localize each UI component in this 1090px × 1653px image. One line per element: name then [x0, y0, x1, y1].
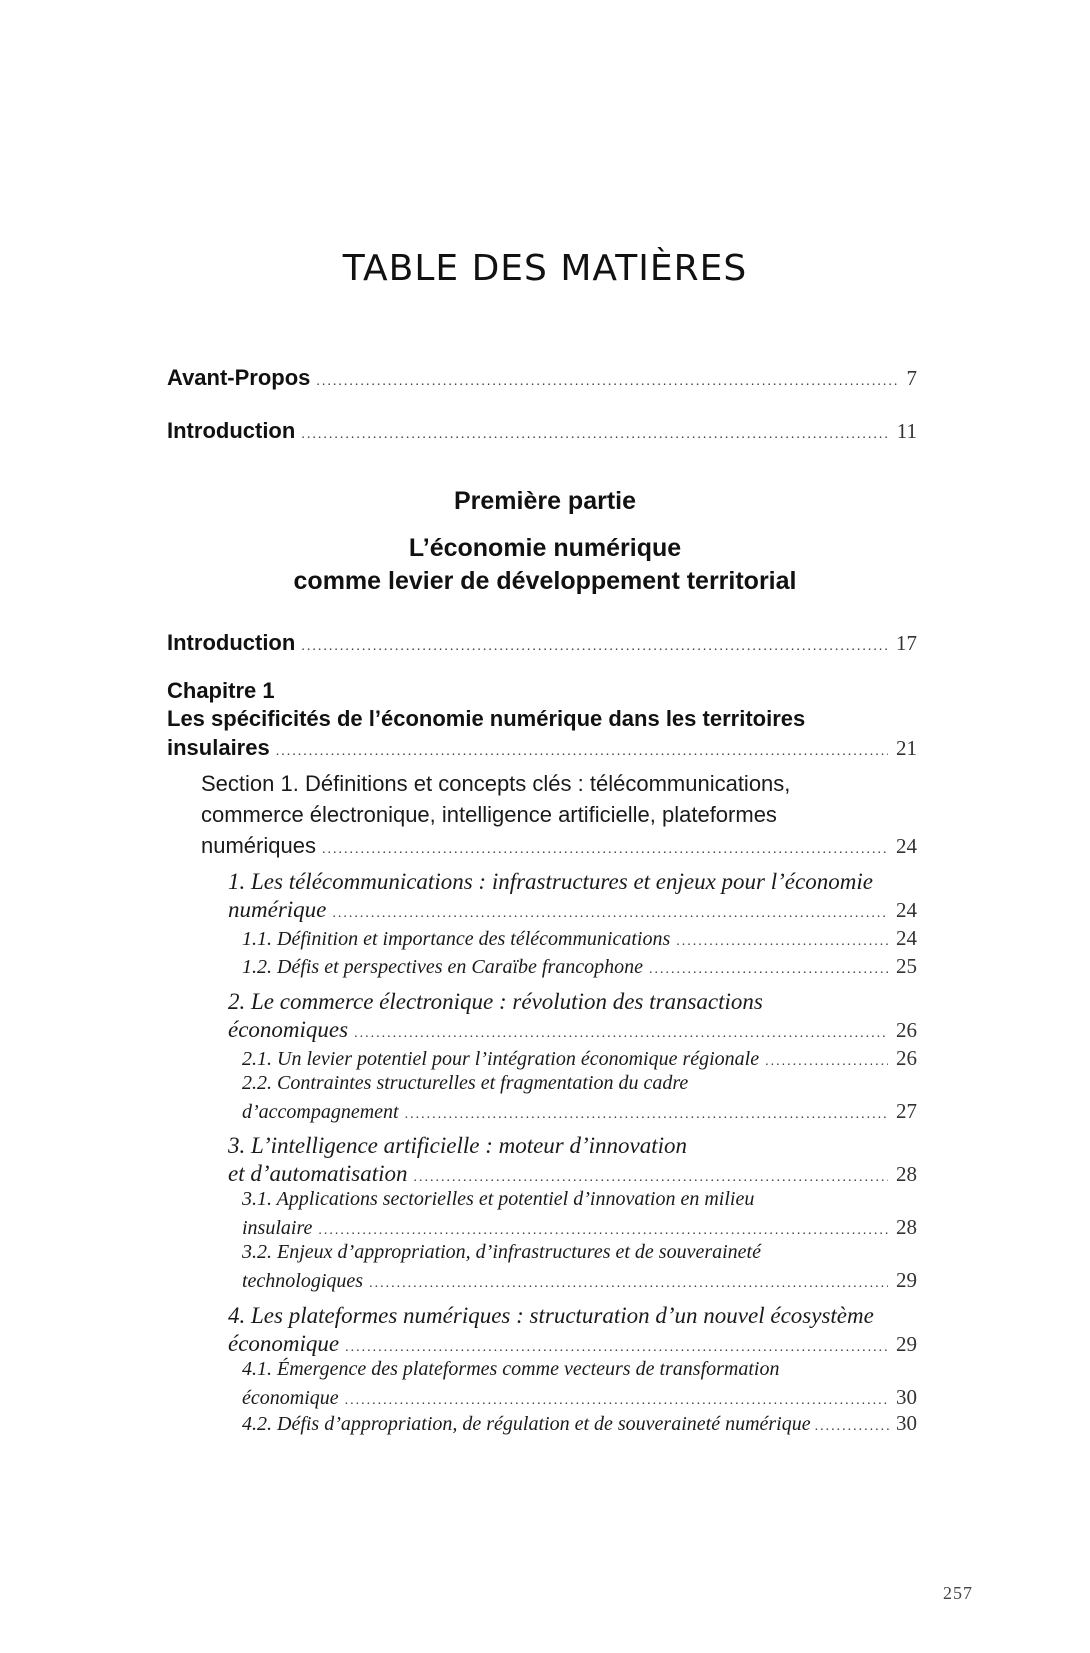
entry-page: 28 [896, 1162, 917, 1186]
toc-entry-chapter-1[interactable] [167, 735, 917, 761]
item-2-2-line1: 2.2. Contraintes structurelles et fragmentation du cadre [242, 1072, 689, 1094]
leader-dots [332, 906, 888, 922]
toc-entry-item-1-1[interactable] [242, 926, 917, 951]
item-4-1-line1: 4.1. Émergence des plateformes comme vecteurs de transformation [242, 1358, 780, 1380]
leader-dots [301, 639, 888, 655]
item-3-1-line1: 3.1. Applications sectorielles et potentiel d’innovation en milieu [242, 1188, 755, 1210]
leader-dots [345, 1340, 888, 1356]
toc-entry-item-3-2[interactable] [242, 1268, 917, 1293]
entry-label: 2.1. Un levier potentiel pour l’intégration économique régionale [242, 1048, 760, 1070]
entry-page: 26 [896, 1018, 917, 1042]
item-4-line1: 4. Les plateformes numériques : structuration d’un nouvel écosystème [228, 1303, 874, 1328]
part-title-line1: L’économie numérique [408, 534, 682, 562]
toc-entry-item-1[interactable] [228, 897, 917, 923]
part-title-line2: comme levier de développement territorial [293, 567, 797, 595]
item-1-line1: 1. Les télécommunications : infrastructures et enjeux pour l’économie [228, 869, 873, 894]
entry-label: insulaire [242, 1217, 313, 1239]
leader-dots [316, 374, 898, 390]
entry-label: 1.1. Définition et importance des télécommunications [242, 928, 671, 950]
entry-page: 30 [896, 1411, 917, 1435]
entry-page: 21 [896, 736, 917, 760]
page-number: 257 [943, 1583, 973, 1603]
page-title: TABLE DES MATIÈRES [342, 248, 748, 289]
leader-dots [301, 427, 888, 443]
chapter-label: Chapitre 1 [167, 678, 275, 703]
entry-page: 27 [896, 1099, 917, 1123]
leader-dots [649, 962, 888, 978]
toc-entry-introduction[interactable] [167, 418, 917, 444]
entry-label: insulaires [167, 735, 270, 760]
entry-page: 24 [896, 898, 917, 922]
toc-entry-item-2-2[interactable] [242, 1099, 917, 1124]
entry-label: Introduction [167, 630, 296, 655]
entry-label: technologiques [242, 1270, 364, 1292]
entry-label: et d’automatisation [228, 1161, 408, 1186]
leader-dots [354, 1026, 888, 1042]
leader-dots [322, 842, 888, 858]
leader-dots [318, 1223, 888, 1239]
entry-page: 25 [896, 954, 917, 978]
entry-page: 29 [896, 1332, 917, 1356]
entry-page: 17 [896, 631, 917, 655]
toc-entry-part-introduction[interactable] [167, 630, 917, 656]
toc-entry-item-4-1[interactable] [242, 1385, 917, 1410]
entry-page: 24 [896, 926, 917, 950]
entry-page: 30 [896, 1385, 917, 1409]
toc-entry-item-2[interactable] [228, 1017, 917, 1043]
leader-dots [765, 1054, 888, 1070]
entry-label: économique [228, 1331, 340, 1356]
section-title-line2: commerce électronique, intelligence artificielle, plateformes [201, 802, 777, 827]
entry-label: Introduction [167, 418, 296, 443]
leader-dots [276, 744, 888, 760]
leader-dots [345, 1393, 888, 1409]
item-3-2-line1: 3.2. Enjeux d’appropriation, d’infrastructures et de souveraineté [242, 1241, 761, 1263]
leader-dots [815, 1419, 890, 1435]
toc-entry-item-1-2[interactable] [242, 954, 917, 979]
leader-dots [369, 1276, 888, 1292]
toc-entry-item-4[interactable] [228, 1331, 917, 1357]
leader-dots [676, 934, 888, 950]
part-label: Première partie [453, 487, 637, 515]
toc-entry-item-2-1[interactable] [242, 1046, 917, 1071]
toc-entry-item-3-1[interactable] [242, 1215, 917, 1240]
entry-page: 28 [896, 1215, 917, 1239]
entry-label: numériques [201, 833, 316, 858]
entry-label: 1.2. Défis et perspectives en Caraïbe francophone [242, 956, 644, 978]
entry-page: 26 [896, 1046, 917, 1070]
toc-entry-item-3[interactable] [228, 1161, 917, 1187]
entry-label: 4.2. Défis d’appropriation, de régulation et de souveraineté numérique [242, 1413, 811, 1435]
entry-label: économiques [228, 1017, 349, 1042]
leader-dots [414, 1170, 888, 1186]
entry-label: d’accompagnement [242, 1101, 399, 1123]
toc-entry-section-1[interactable] [201, 833, 917, 859]
item-3-line1: 3. L’intelligence artificielle : moteur d’innovation [228, 1133, 688, 1158]
item-2-line1: 2. Le commerce électronique : révolution des transactions [228, 989, 763, 1014]
entry-label: Avant-Propos [167, 365, 311, 390]
chapter-title-line1: Les spécificités de l’économie numérique dans les territoires [167, 706, 806, 731]
entry-label: économique [242, 1387, 339, 1409]
entry-label: numérique [228, 897, 327, 922]
toc-entry-avant-propos[interactable] [167, 365, 917, 391]
toc-entry-item-4-2[interactable] [242, 1411, 917, 1436]
entry-page: 11 [896, 419, 917, 443]
entry-page: 29 [896, 1268, 917, 1292]
leader-dots [405, 1107, 888, 1123]
section-title-line1: Section 1. Définitions et concepts clés : télécommunications, [201, 771, 791, 796]
entry-page: 24 [896, 834, 917, 858]
entry-page: 7 [906, 366, 917, 390]
